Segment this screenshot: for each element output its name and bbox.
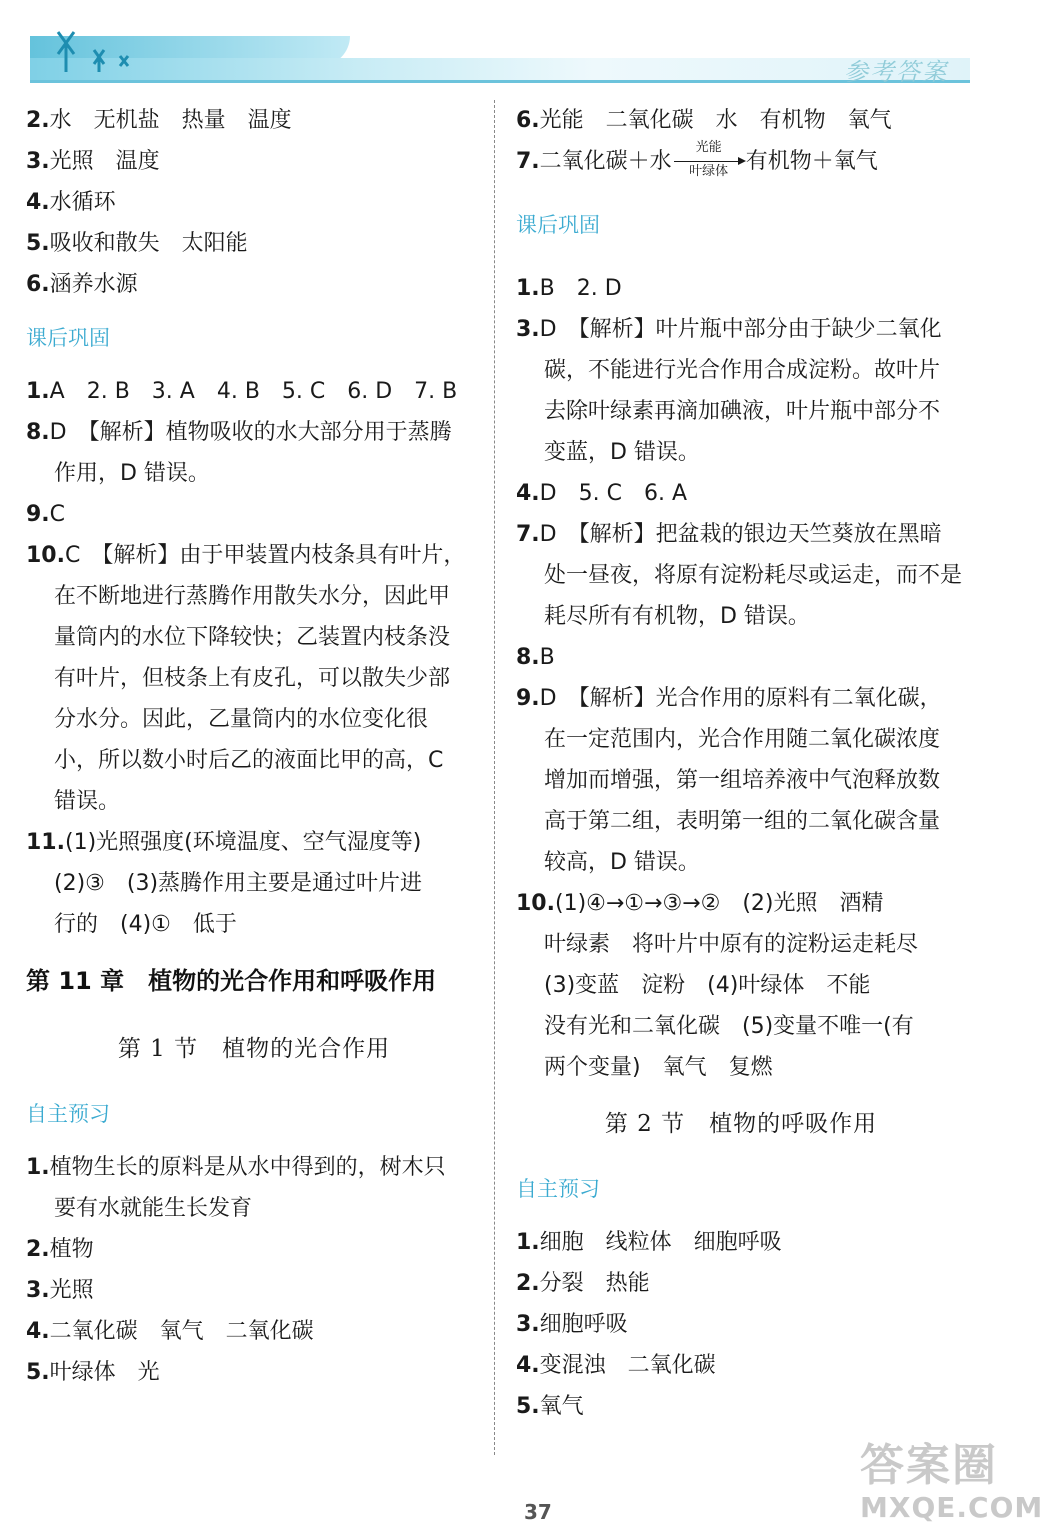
answer-line: 4.D 5. C 6. A xyxy=(516,481,687,506)
answer-line: (3)变蓝 淀粉 (4)叶绿体 不能 xyxy=(544,973,871,998)
answer-line: 5.吸收和散失 太阳能 xyxy=(26,231,248,256)
answer-line: 5.氧气 xyxy=(516,1394,584,1419)
answer-line: 变蓝，D 错误。 xyxy=(544,440,700,465)
answer-line: 7.D 【解析】把盆栽的银边天竺葵放在黑暗 xyxy=(516,522,942,547)
answer-line: 碳，不能进行光合作用合成淀粉。故叶片 xyxy=(544,358,941,383)
answer-line: 小，所以数小时后乙的液面比甲的高，C xyxy=(54,748,444,773)
answer-line: 分水分。因此，乙量筒内的水位变化很 xyxy=(54,707,429,732)
answer-line: 1.A 2. B 3. A 4. B 5. C 6. D 7. B xyxy=(26,379,458,404)
answer-line: 3.细胞呼吸 xyxy=(516,1312,628,1337)
answer-line: 3.光照 温度 xyxy=(26,149,160,174)
right-column xyxy=(516,100,966,1427)
answer-line: 较高，D 错误。 xyxy=(544,850,700,875)
header-band xyxy=(30,58,970,83)
header-label: 参考答案 xyxy=(844,58,948,86)
answer-line: 行的 (4)① 低于 xyxy=(54,912,237,937)
left-column xyxy=(26,100,482,1393)
answer-line: 1.细胞 线粒体 细胞呼吸 xyxy=(516,1230,782,1255)
watermark xyxy=(860,1440,1044,1530)
answer-line: 去除叶绿素再滴加碘液，叶片瓶中部分不 xyxy=(544,399,941,424)
reaction-condition-bottom: 叶绿体 xyxy=(689,163,729,179)
section-title: 第 1 节 植物的光合作用 xyxy=(117,1036,391,1062)
arrow-icon xyxy=(674,161,744,162)
chapter-title: 第 11 章 植物的光合作用和呼吸作用 xyxy=(26,967,437,995)
answer-line: 5.叶绿体 光 xyxy=(26,1360,160,1385)
answer-line: 9.C xyxy=(26,502,66,527)
answer-line: 2.水 无机盐 热量 温度 xyxy=(26,108,292,133)
answer-line: 两个变量) 氧气 复燃 xyxy=(544,1055,773,1080)
answer-line: 在不断地进行蒸腾作用散失水分，因此甲 xyxy=(54,584,451,609)
answer-line: 3.D 【解析】叶片瓶中部分由于缺少二氧化 xyxy=(516,317,942,342)
answer-line: 耗尽所有有机物，D 错误。 xyxy=(544,604,810,629)
answer-line: (2)③ (3)蒸腾作用主要是通过叶片进 xyxy=(54,871,423,896)
answer-line: 4.变混浊 二氧化碳 xyxy=(516,1353,716,1378)
section-heading: 自主预习 xyxy=(516,1177,600,1201)
answer-line: 3.光照 xyxy=(26,1278,94,1303)
answer-line: 没有光和二氧化碳 (5)变量不唯一(有 xyxy=(544,1014,914,1039)
answer-line: 6.涵养水源 xyxy=(26,272,138,297)
answer-line: 错误。 xyxy=(54,789,121,814)
section-heading: 课后巩固 xyxy=(516,213,600,237)
page-number: 37 xyxy=(524,1500,552,1524)
column-divider xyxy=(494,100,495,1455)
answer-line: 作用，D 错误。 xyxy=(54,461,210,486)
watermark-url: MXQE.COM xyxy=(860,1491,1044,1524)
answer-line: 9.D 【解析】光合作用的原料有二氧化碳， xyxy=(516,686,942,711)
answer-line: 10.C 【解析】由于甲装置内枝条具有叶片， xyxy=(26,543,466,568)
answer-line: 在一定范围内，光合作用随二氧化碳浓度 xyxy=(544,727,941,752)
section-title: 第 2 节 植物的呼吸作用 xyxy=(604,1111,878,1137)
answer-line: 8.B xyxy=(516,645,555,670)
answer-line: 8.D 【解析】植物吸收的水大部分用于蒸腾 xyxy=(26,420,452,445)
answer-line: 高于第二组，表明第一组的二氧化碳含量 xyxy=(544,809,941,834)
section-heading: 自主预习 xyxy=(26,1102,110,1126)
reaction-condition-top: 光能 xyxy=(695,139,722,155)
answer-line: 1.植物生长的原料是从水中得到的，树木只 xyxy=(26,1155,446,1180)
watermark-logo-text: 答案圈 xyxy=(860,1440,998,1491)
page-header xyxy=(0,0,1048,90)
answer-line: 量筒内的水位下降较快；乙装置内枝条没 xyxy=(54,625,451,650)
answer-line: 有叶片，但枝条上有皮孔，可以散失少部 xyxy=(54,666,451,691)
answer-line: 要有水就能生长发育 xyxy=(54,1196,253,1221)
windmill-icon xyxy=(36,24,146,74)
answer-line: 1.B 2. D xyxy=(516,276,622,301)
answer-line: 4.水循环 xyxy=(26,190,116,215)
answer-line: 叶绿素 将叶片中原有的淀粉运走耗尽 xyxy=(544,932,919,957)
answer-line: 10.(1)④→①→③→② (2)光照 酒精 xyxy=(516,891,884,916)
answer-line: 2.分裂 热能 xyxy=(516,1271,650,1296)
answer-line: 2.植物 xyxy=(26,1237,94,1262)
answer-line: 处一昼夜，将原有淀粉耗尽或运走，而不是 xyxy=(544,563,963,588)
answer-line: 11.(1)光照强度(环境温度、空气湿度等) xyxy=(26,830,422,855)
answer-line: 6.光能 二氧化碳 水 有机物 氧气 xyxy=(516,108,892,133)
section-heading: 课后巩固 xyxy=(26,326,110,350)
equation-line: 7.二氧化碳＋水 光能 叶绿体 有机物＋氧气 xyxy=(516,141,966,182)
answer-line: 增加而增强，第一组培养液中气泡释放数 xyxy=(544,768,941,793)
reaction-arrow xyxy=(674,139,744,183)
answer-line: 4.二氧化碳 氧气 二氧化碳 xyxy=(26,1319,314,1344)
